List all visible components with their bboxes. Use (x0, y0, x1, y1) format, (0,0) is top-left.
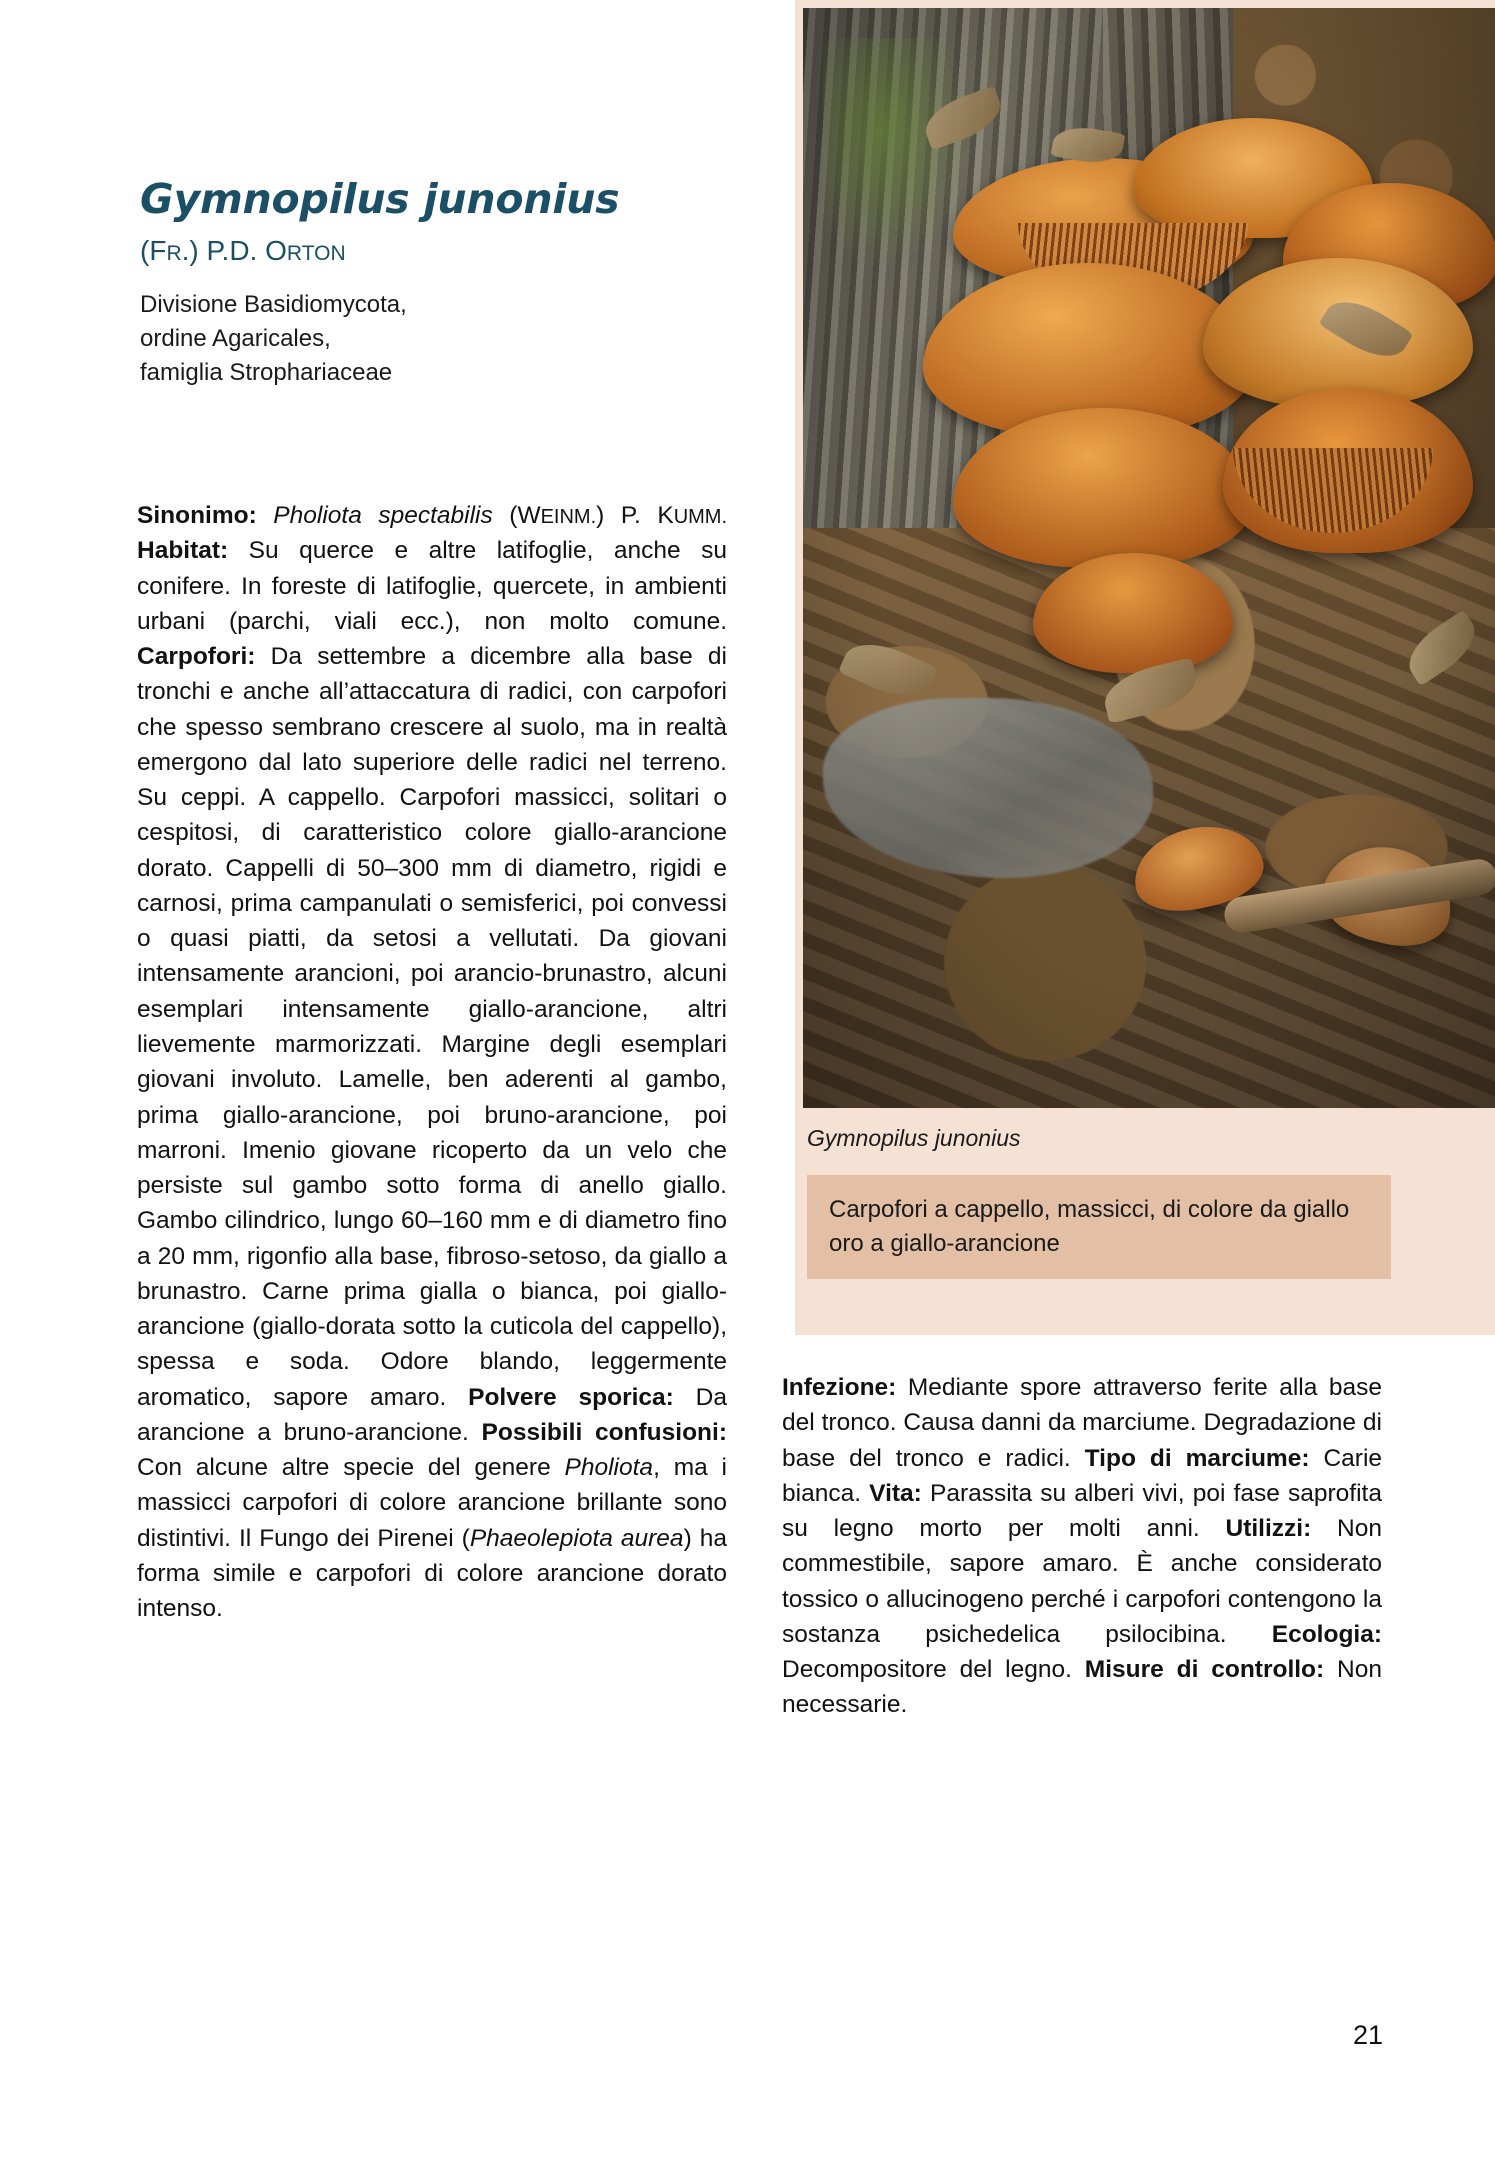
section-label: Ecologia: (1271, 1620, 1383, 1648)
scientific-name: Pholiota (273, 502, 362, 529)
authority-part-3: .) P.D. O (181, 235, 287, 266)
authority-part-4: RTON (286, 242, 346, 265)
scientific-name: Pholiota spectabilis (273, 502, 493, 529)
photo-credit: Gymnopilus junonius (807, 1125, 1021, 1151)
section-label: Infezione: (782, 1374, 897, 1401)
section-text: Carie bianca. (782, 1444, 1383, 1507)
authority-part-1: (F (140, 235, 167, 266)
right-text-column (782, 1370, 1382, 1723)
section-text: Da settembre a dicembre alla base di tronchi e anche all’attaccatura di radici, con carpofori che spesso sembrano crescere al suolo, ma in realtà emergono dal lato superiore delle radici nel terreno. Su ceppi. A cappello. Carpofori massicci, solitari o cespitosi, di caratteristico colore giallo-arancione dorato. Cappelli di 50–300 mm di diametro, rigidi e carnosi, prima campanulati o semisferici, poi convessi o quasi piatti, da setosi a vellutati. Da giovani intensamente arancioni, poi arancio-brunastro, alcuni esemplari intensamente giallo-arancione, altri lievemente marmorizzati. Margine degli esemplari giovani involuto. Lamelle, ben aderenti al gambo, prima giallo-arancione, poi bruno-arancione, poi marroni. Imenio giovane ricoperto da un velo che persiste sul gambo sotto forma di anello giallo. Gambo cilindrico, lungo 60–160 mm e di diametro fino a 20 mm, rigonfio alla base, fibroso-setoso, da giallo a brunastro. Carne prima gialla o bianca, poi giallo-arancione (giallo-dorata sotto la cuticola del cappello), spessa e soda. Odore blando, leggermente aromatico, sapore amaro. (137, 643, 727, 1411)
section-text: Con alcune altre specie del genere Pholiota, ma i massicci carpofori di colore arancione brillante sono distintivi. Il Fungo dei Pirenei (Phaeolepiota aurea) ha forma simile e carpofori di colore arancione dorato intenso. (137, 1454, 727, 1623)
page-number: 21 (1352, 2020, 1383, 2050)
section-label: Utilizzi: (1225, 1515, 1312, 1543)
taxonomy-line-family: famiglia Strophariaceae (140, 359, 393, 387)
species-photo (803, 8, 1495, 1108)
taxonomy-line-division: Divisione Basidiomycota, (140, 291, 407, 318)
page-title: Gymnopilus junonius (140, 175, 620, 223)
section-text: Parassita su alberi vivi, poi fase saprofita su legno morto per molti anni. (782, 1479, 1382, 1543)
section-text: Decompositore del legno. (782, 1656, 1072, 1684)
section-label: Habitat: (137, 537, 229, 565)
scientific-name: Pholiota (564, 1454, 654, 1482)
taxonomy-block (140, 288, 407, 390)
small-caps: UMM. (673, 506, 728, 528)
small-caps: EINM. (540, 506, 597, 528)
photo-caption: Carpofori a cappello, massicci, di colore da giallo oro a giallo-arancione (807, 1175, 1391, 1279)
section-label: Possibili confusioni: (481, 1418, 727, 1446)
taxonomy-line-order: ordine Agaricales, (140, 325, 331, 353)
species-authority (140, 235, 346, 267)
section-text: Su querce e altre latifoglie, anche su conifere. In foreste di latifoglie, quercete, in ambienti urbani (parchi, viali ecc.), non molto comune. (137, 537, 727, 635)
section-label: Tipo di marciume: (1084, 1444, 1310, 1472)
left-text-column (137, 498, 727, 1627)
section-text: Pholiota spectabilis (WEINM.) P. KUMM. (273, 502, 728, 529)
section-label: Sinonimo: (137, 502, 257, 529)
section-label: Polvere sporica: (468, 1383, 674, 1411)
photo-vignette (803, 8, 1495, 1108)
section-text: Non commestibile, sapore amaro. È anche considerato tossico o allucinogeno perché i carpofori contengono la sostanza psichedelica psilocibina. (782, 1515, 1382, 1648)
section-label: Misure di controllo: (1084, 1656, 1325, 1684)
section-label: Vita: (869, 1479, 922, 1507)
section-text: Non necessarie. (782, 1656, 1382, 1719)
section-text: Da arancione a bruno-arancione. (137, 1383, 728, 1446)
authority-part-2: R (166, 242, 182, 265)
scientific-name: Phaeolepiota aurea (469, 1524, 684, 1552)
section-text: Mediante spore attraverso ferite alla base del tronco. Causa danni da marciume. Degradazione di base del tronco e radici. (782, 1374, 1382, 1472)
photo-panel (795, 0, 1495, 1335)
section-label: Carpofori: (137, 643, 256, 671)
